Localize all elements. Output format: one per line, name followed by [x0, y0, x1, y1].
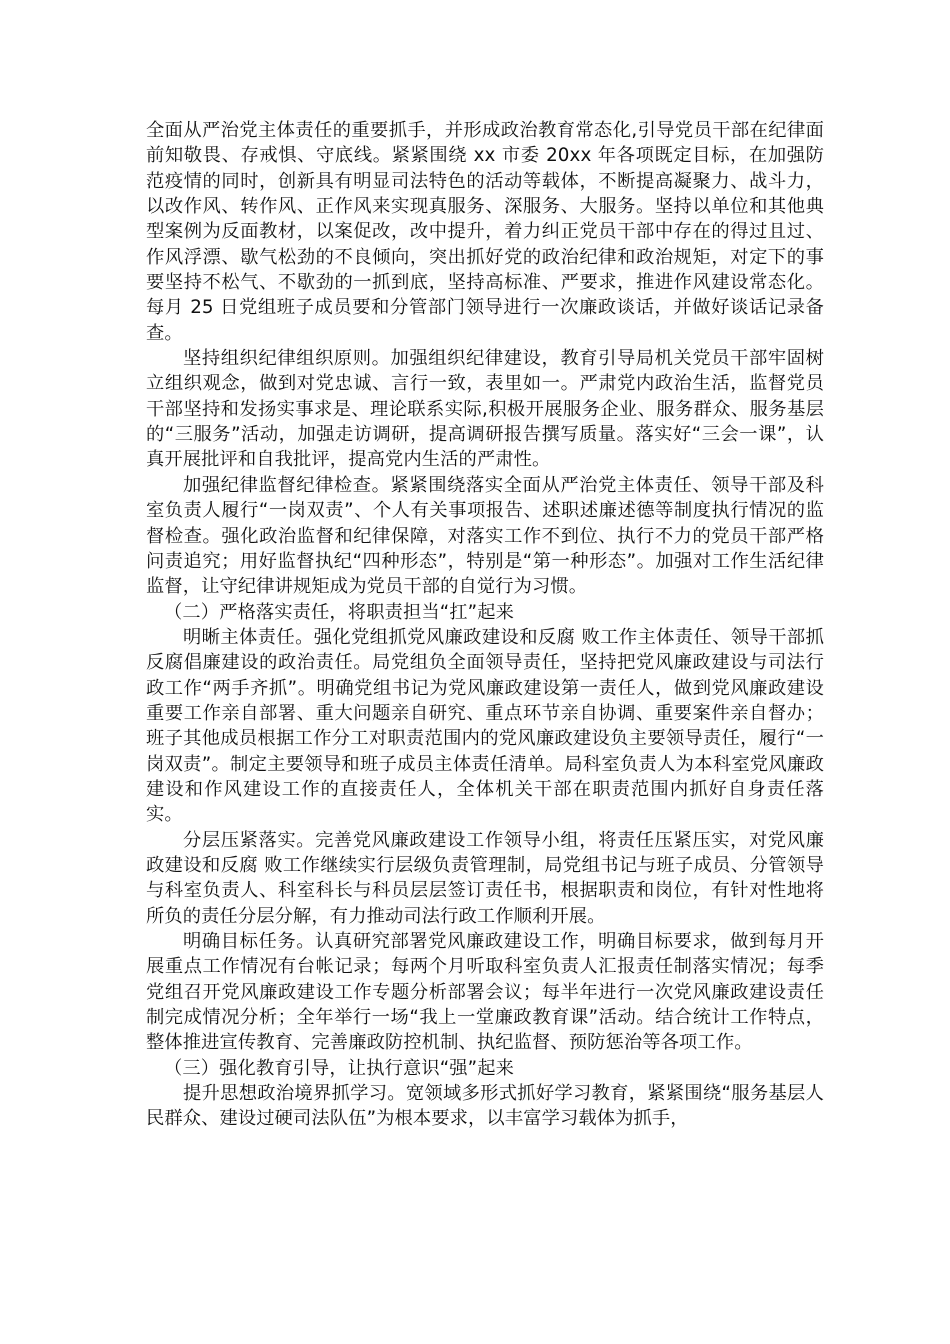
paragraph-ideological-learning: 提升思想政治境界抓学习。宽领域多形式抓好学习教育，紧紧围绕“服务基层人民群众、建设过硬司法队伍”为根本要求，以丰富学习载体为抓手，	[146, 1083, 824, 1130]
paragraph-discipline-supervision: 加强纪律监督纪律检查。紧紧围绕落实全面从严治党主体责任、领导干部及科室负责人履行“一岗双责”、个人有关事项报告、述职述廉述德等制度执行情况的监督检查。强化政治监督和纪律保障，对落实工作不到位、执行不力的党员干部严格问责追究；用好监督执纪“四种形态”，特别是“第一种形态”。加强对工作生活纪律监督，让守纪律讲规矩成为党员干部的自觉行为习惯。	[146, 474, 824, 598]
paragraph-continued: 全面从严治党主体责任的重要抓手，并形成政治教育常态化,引导党员干部在纪律面前知敬畏、存戒惧、守底线。紧紧围绕 xx 市委 20xx 年各项既定目标，在加强防范疫情的同时，创新具有明显司法特色的活动等载体，不断提高凝聚力、战斗力，以改作风、转作风、正作风来实现真服务、深服务、大服务。坚持以单位和其他典型案例为反面教材，以案促改，改中提升，着力纠正党员干部中存在的得过且过、作风浮漂、歇气松劲的不良倾向，突出抓好党的政治纪律和政治规矩，对定下的事要坚持不松气、不歇劲的一抓到底，坚持高标准、严要求，推进作风建设常态化。每月 25 日党组班子成员要和分管部门领导进行一次廉政谈话，并做好谈话记录备查。	[146, 120, 824, 344]
paragraph-target-tasks: 明确目标任务。认真研究部署党风廉政建设工作，明确目标要求，做到每月开展重点工作情况有台帐记录；每两个月听取科室负责人汇报责任制落实情况；每季党组召开党风廉政建设工作专题分析部署会议；每半年进行一次党风廉政建设责任制完成情况分析；全年举行一场“我上一堂廉政教育课”活动。结合统计工作特点，整体推进宣传教育、完善廉政防控机制、执纪监督、预防惩治等各项工作。	[146, 931, 824, 1054]
paragraph-main-responsibility: 明晰主体责任。强化党组抓党风廉政建设和反腐 败工作主体责任、领导干部抓反腐倡廉建设的政治责任。局党组负全面领导责任，坚持把党风廉政建设与司法行政工作“两手齐抓”。明确党组书记为党风廉政建设第一责任人，做到党风廉政建设重要工作亲自部署、重大问题亲自研究、重点环节亲自协调、重要案件亲自督办；班子其他成员根据工作分工对职责范围内的党风廉政建设负主要领导责任，履行“一岗双责”。制定主要领导和班子成员主体责任清单。局科室负责人为本科室党风廉政建设和作风建设工作的直接责任人，全体机关干部在职责范围内抓好自身责任落实。	[146, 626, 824, 826]
document-body	[146, 118, 824, 1132]
paragraph-organizational-discipline: 坚持组织纪律组织原则。加强组织纪律建设，教育引导局机关党员干部牢固树立组织观念，做到对党忠诚、言行一致，表里如一。严肃党内政治生活，监督党员干部坚持和发扬实事求是、理论联系实际,积极开展服务企业、服务群众、服务基层的“三服务”活动，加强走访调研，提高调研报告撰写质量。落实好“三会一课”，认真开展批评和自我批评，提高党内生活的严肃性。	[146, 348, 824, 471]
section-heading-2: （二）严格落实责任，将职责担当“扛”起来	[164, 601, 515, 623]
paragraph-layered-implementation: 分层压紧落实。完善党风廉政建设工作领导小组，将责任压紧压实，对党风廉政建设和反腐 败工作继续实行层级负责管理制，局党组书记与班子成员、分管领导与科室负责人、科室科长与科员层层签订责任书，根据职责和岗位，有针对性地将所负的责任分层分解，有力推动司法行政工作顺利开展。	[146, 829, 824, 927]
section-heading-3: （三）强化教育引导，让执行意识“强”起来	[164, 1057, 515, 1079]
